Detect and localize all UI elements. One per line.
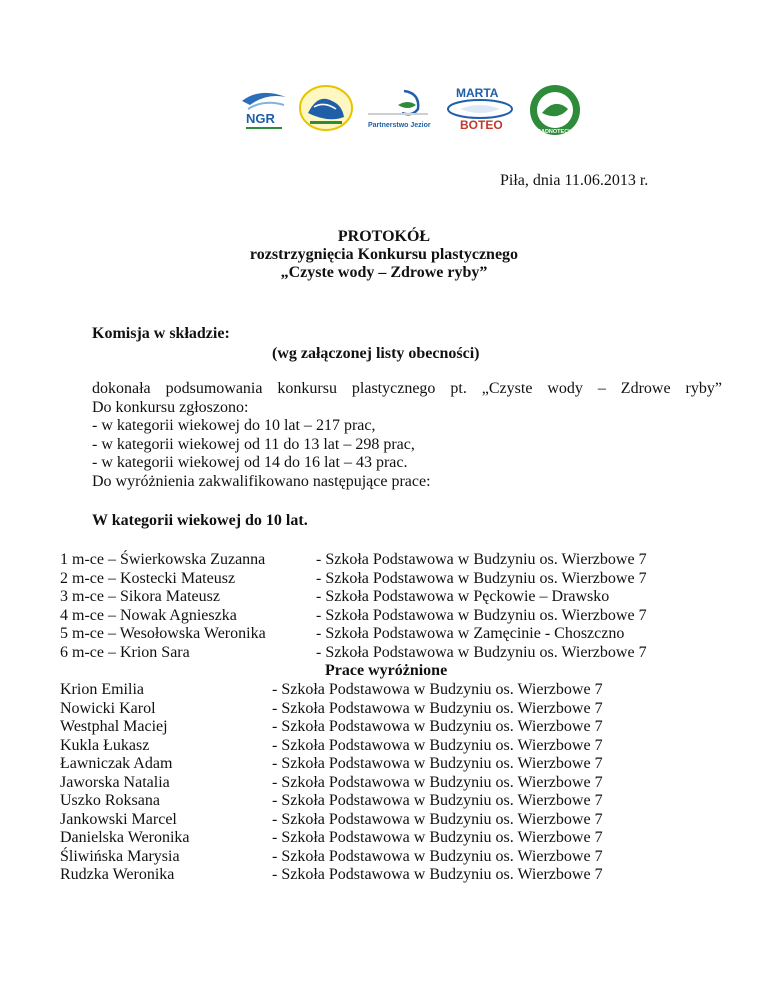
- summary-submitted: Do konkursu zgłoszono:: [92, 398, 249, 416]
- ngr-logo: [240, 83, 288, 133]
- winner-name: 1 m-ce – Świerkowska Zuzanna: [60, 551, 266, 568]
- honoree-name: Nowicki Karol: [60, 699, 156, 717]
- document-date: Piła, dnia 11.06.2013 r.: [500, 172, 649, 189]
- winner-school: - Szkoła Podstawowa w Budzyniu os. Wierzbowe 7: [316, 569, 647, 587]
- honoree-school: - Szkoła Podstawowa w Budzyniu os. Wierzbowe 7: [272, 810, 603, 828]
- summary-category-line: - w kategorii wiekowej od 11 do 13 lat – 298 prac,: [92, 435, 415, 453]
- summary-category-line: - w kategorii wiekowej od 14 do 16 lat – 43 prac.: [92, 454, 408, 471]
- winner-name: 2 m-ce – Kostecki Mateusz: [60, 569, 236, 587]
- winner-school: - Szkoła Podstawowa w Budzyniu os. Wierzbowe 7: [316, 606, 647, 624]
- honoree-name: Westphal Maciej: [60, 718, 168, 735]
- summary-word: wody: [547, 380, 583, 397]
- summary-category-line: - w kategorii wiekowej do 10 lat – 217 prac,: [92, 417, 376, 434]
- commission-note: (wg załączonej listy obecności): [272, 345, 480, 362]
- category-heading: W kategorii wiekowej do 10 lat.: [92, 512, 308, 529]
- partnerstwo-jezior-logo: [364, 83, 432, 133]
- honoree-name: Jaworska Natalia: [60, 773, 170, 791]
- winner-school: - Szkoła Podstawowa w Zamęcinie - Choszczno: [316, 625, 625, 642]
- title-line-subject: rozstrzygnięcia Konkursu plastycznego: [249, 246, 519, 263]
- winner-school: - Szkoła Podstawowa w Budzyniu os. Wierzbowe 7: [316, 551, 647, 568]
- ngr-logo-text: NGR: [246, 111, 275, 126]
- partnerstwo-jezior-text: Partnerstwo Jezior: [368, 122, 431, 129]
- green-circle-logo: [528, 83, 582, 133]
- winner-school: - Szkoła Podstawowa w Budzyniu os. Wierzbowe 7: [316, 643, 647, 661]
- honoree-school: - Szkoła Podstawowa w Budzyniu os. Wierzbowe 7: [272, 736, 603, 754]
- title-line-contest-name: „Czyste wody – Zdrowe ryby”: [280, 264, 488, 281]
- honors-heading: Prace wyróżnione: [325, 662, 448, 679]
- green-circle-text: RADNOTECKIE: [537, 129, 578, 135]
- honoree-school: - Szkoła Podstawowa w Budzyniu os. Wierzbowe 7: [272, 681, 603, 698]
- honoree-school: - Szkoła Podstawowa w Budzyniu os. Wierzbowe 7: [272, 718, 603, 735]
- honoree-name: Ławniczak Adam: [60, 755, 173, 772]
- winner-name: 3 m-ce – Sikora Mateusz: [60, 588, 220, 605]
- summary-word: pt.: [450, 380, 467, 397]
- honoree-name: Rudzka Weronika: [60, 866, 175, 883]
- lgr-logo: [298, 83, 354, 133]
- summary-word: konkursu: [277, 380, 337, 397]
- winner-name: 5 m-ce – Wesołowska Weronika: [60, 625, 266, 642]
- summary-word: ryby”: [685, 380, 722, 397]
- sponsor-logos: [240, 80, 580, 136]
- honoree-name: Krion Emilia: [60, 681, 144, 698]
- marta-boteo-logo: [442, 83, 518, 133]
- honoree-school: - Szkoła Podstawowa w Budzyniu os. Wierzbowe 7: [272, 699, 603, 717]
- winner-name: 6 m-ce – Krion Sara: [60, 643, 190, 661]
- winner-name: 4 m-ce – Nowak Agnieszka: [60, 606, 237, 624]
- honoree-school: - Szkoła Podstawowa w Budzyniu os. Wierzbowe 7: [272, 755, 603, 772]
- honoree-name: Kukla Łukasz: [60, 736, 150, 754]
- summary-word: dokonała: [92, 380, 151, 397]
- honoree-school: - Szkoła Podstawowa w Budzyniu os. Wierzbowe 7: [272, 829, 603, 846]
- honoree-name: Śliwińska Marysia: [60, 847, 180, 865]
- summary-intro-line: [92, 380, 722, 399]
- honoree-name: Danielska Weronika: [60, 829, 190, 846]
- honoree-school: - Szkoła Podstawowa w Budzyniu os. Wierzbowe 7: [272, 792, 603, 809]
- honoree-name: Jankowski Marcel: [60, 810, 177, 828]
- marta-text: MARTA: [456, 86, 499, 100]
- summary-qualified: Do wyróżnienia zakwalifikowano następujące prace:: [92, 472, 431, 490]
- honoree-school: - Szkoła Podstawowa w Budzyniu os. Wierzbowe 7: [272, 847, 603, 865]
- summary-word: Zdrowe: [620, 380, 671, 397]
- boteo-text: BOTEO: [460, 118, 503, 132]
- summary-paragraph: [92, 380, 722, 491]
- commission-label: Komisja w składzie:: [92, 325, 230, 342]
- summary-word: podsumowania: [165, 380, 263, 397]
- winner-school: - Szkoła Podstawowa w Pęckowie – Drawsko: [316, 588, 610, 605]
- honoree-school: - Szkoła Podstawowa w Budzyniu os. Wierzbowe 7: [272, 773, 603, 791]
- summary-word: –: [597, 380, 606, 397]
- title-line-protokol: PROTOKÓŁ: [337, 228, 431, 245]
- summary-word: „Czyste: [481, 380, 533, 397]
- summary-word: plastycznego: [351, 380, 436, 397]
- honoree-name: Uszko Roksana: [60, 792, 160, 809]
- honoree-school: - Szkoła Podstawowa w Budzyniu os. Wierzbowe 7: [272, 866, 603, 883]
- document-title: [0, 228, 768, 282]
